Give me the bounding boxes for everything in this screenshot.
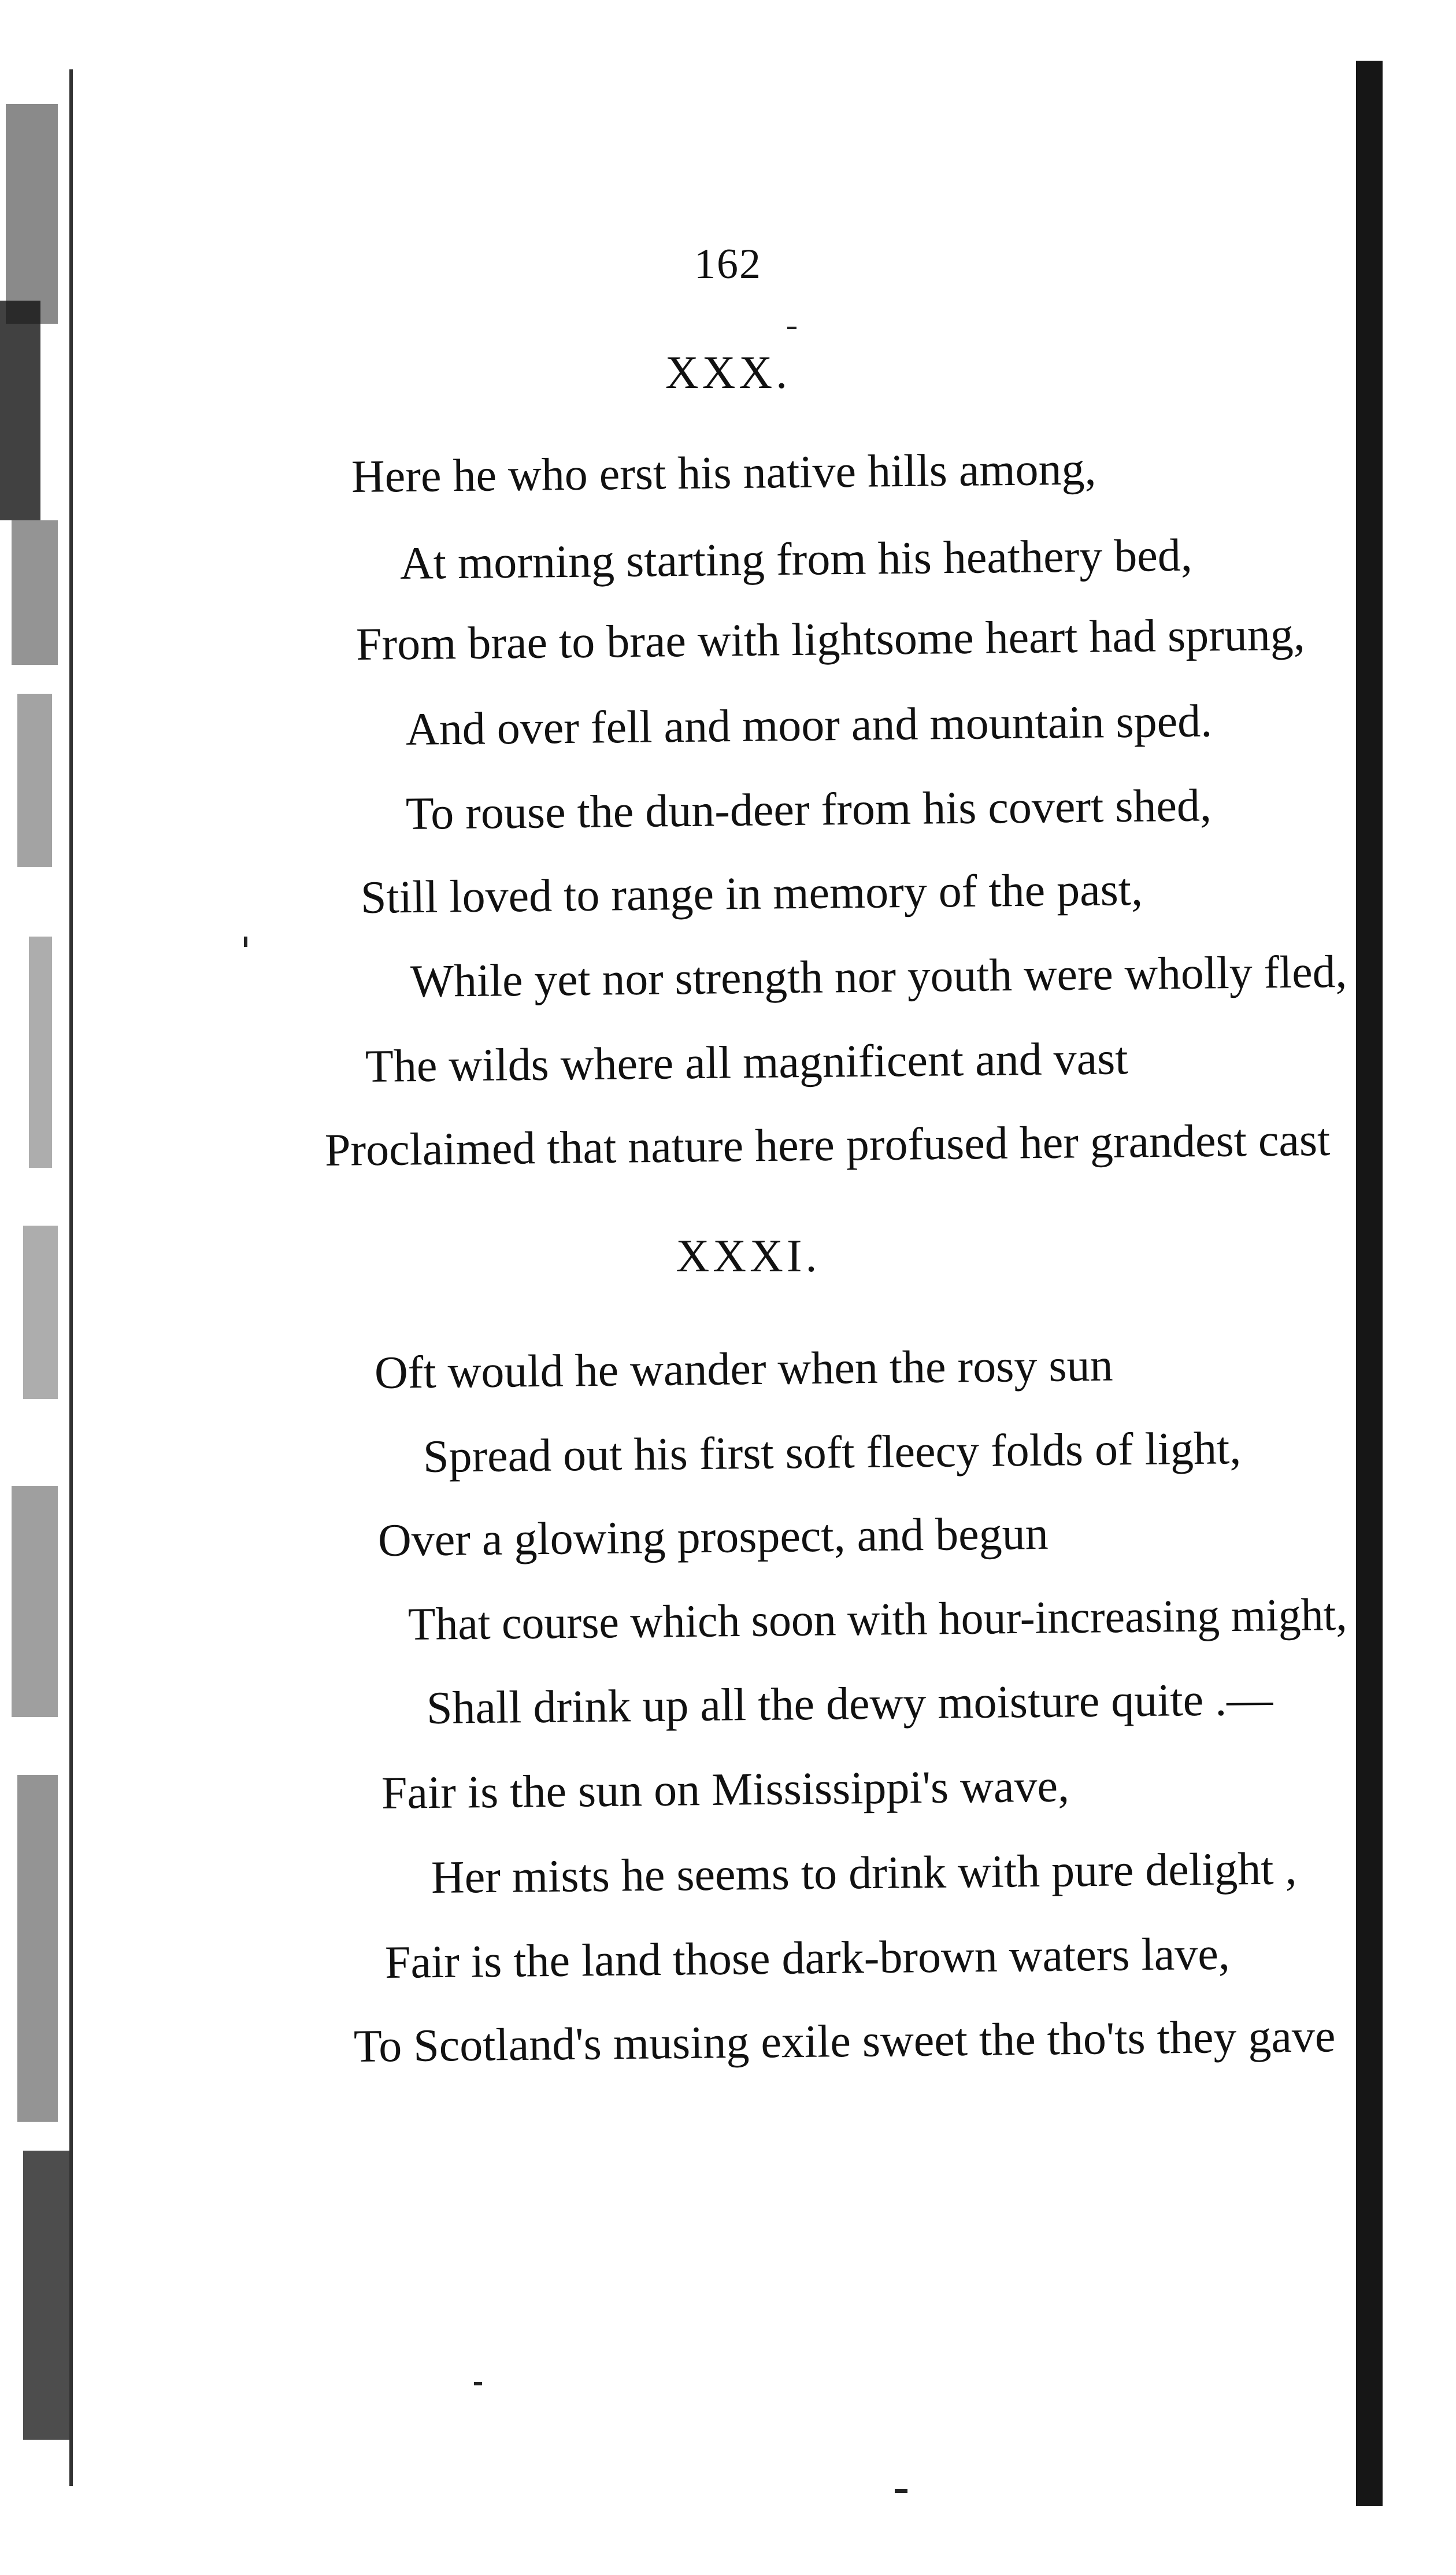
verse-line: Fair is the sun on Mississippi's wave, — [381, 1760, 1070, 1819]
ink-speck — [787, 327, 796, 329]
verse-line: Her mists he seems to drink with pure delight , — [431, 1843, 1297, 1903]
page-edge-shadow — [1356, 61, 1383, 2506]
stanza-title-xxxi: XXXI. — [676, 1231, 821, 1282]
verse-line: To rouse the dun-deer from his covert shed, — [405, 780, 1212, 839]
verse-line: The wilds where all magnificent and vast — [365, 1033, 1128, 1092]
verse-line: From brae to brae with lightsome heart had sprung, — [355, 609, 1306, 670]
verse-line: Shall drink up all the dewy moisture quite .— — [426, 1674, 1273, 1734]
verse-line: While yet nor strength nor youth were wholly fled, — [410, 946, 1347, 1007]
verse-line: And over fell and moor and mountain sped. — [405, 695, 1213, 755]
verse-line: That course which soon with hour-increasing might, — [407, 1589, 1347, 1650]
verse-line: Fair is the land those dark-brown waters lave, — [384, 1928, 1231, 1988]
ink-speck — [474, 2382, 482, 2385]
verse-line: Oft would he wander when the rosy sun — [374, 1340, 1113, 1399]
ink-speck — [244, 937, 247, 947]
verse-line: To Scotland's musing exile sweet the tho'ts they gave — [353, 2011, 1336, 2072]
verse-line: Still loved to range in memory of the past, — [360, 864, 1143, 923]
verse-line: Spread out his first soft fleecy folds of light, — [423, 1423, 1242, 1482]
ink-speck — [895, 2489, 907, 2493]
verse-line: At morning starting from his heathery bed, — [399, 530, 1193, 589]
page-number: 162 — [694, 241, 762, 288]
verse-line: Proclaimed that nature here profused her grandest cast — [324, 1114, 1331, 1176]
stanza-title-xxx: XXX. — [665, 347, 791, 398]
verse-line: Here he who erst his native hills among, — [351, 443, 1096, 502]
verse-line: Over a glowing prospect, and begun — [377, 1508, 1049, 1566]
